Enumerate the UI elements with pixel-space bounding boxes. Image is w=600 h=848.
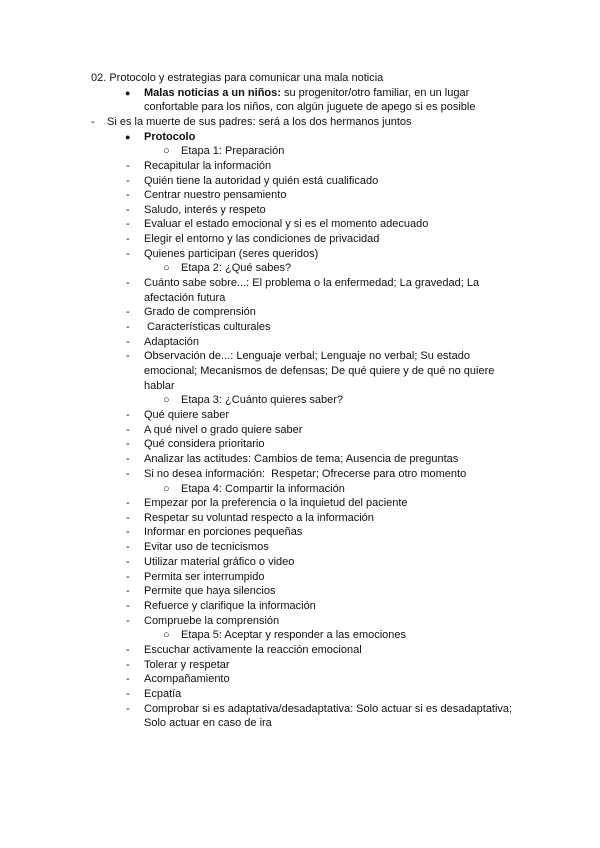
- dash-bullet: -: [126, 541, 130, 553]
- dash-bullet: -: [91, 116, 95, 128]
- etapa-2-heading: Etapa 2: ¿Qué sabes?: [181, 262, 292, 274]
- dash-bullet: -: [126, 644, 130, 656]
- list-item: Evaluar el estado emocional y si es el momento adecuado: [144, 218, 429, 230]
- list-item: Grado de comprensión: [144, 306, 256, 318]
- dash-bullet: -: [126, 556, 130, 568]
- list-item: Recapitular la información: [144, 160, 272, 172]
- list-item-continuation: emocional; Mecanismos de defensas; De qué quiere y de qué no quiere: [144, 365, 495, 377]
- list-item: A qué nivel o grado quiere saber: [144, 424, 303, 436]
- dash-bullet: -: [126, 468, 130, 480]
- dash-bullet: -: [126, 600, 130, 612]
- list-item: Saludo, interés y respeto: [144, 204, 266, 216]
- list-item: Acompañamiento: [144, 673, 230, 685]
- list-item: Respetar su voluntad respecto a la información: [144, 512, 374, 524]
- circle-bullet: ○: [163, 262, 170, 274]
- dash-bullet: -: [126, 424, 130, 436]
- list-item: Escuchar activamente la reacción emocional: [144, 644, 362, 656]
- circle-bullet: ○: [163, 629, 170, 641]
- list-item: Permita ser interrumpido: [144, 571, 265, 583]
- dash-bullet: -: [126, 409, 130, 421]
- list-item: Permite que haya silencios: [144, 585, 276, 597]
- list-item: Utilizar material gráfico o video: [144, 556, 295, 568]
- dash-bullet: -: [126, 218, 130, 230]
- list-item: Evitar uso de tecnicismos: [144, 541, 269, 553]
- protocolo-heading: Protocolo: [144, 131, 196, 143]
- list-item-continuation: afectación futura: [144, 292, 226, 304]
- list-item: Observación de...: Lenguaje verbal; Lenguaje no verbal; Su estado: [144, 350, 470, 362]
- list-item: Quienes participan (seres queridos): [144, 248, 319, 260]
- etapa-4-heading: Etapa 4: Compartir la información: [181, 483, 345, 495]
- dash-bullet: -: [126, 453, 130, 465]
- list-item: Refuerce y clarifique la información: [144, 600, 316, 612]
- list-item: Empezar por la preferencia o la inquietud del paciente: [144, 497, 408, 509]
- list-item: Compruebe la comprensión: [144, 615, 280, 627]
- dash-bullet: -: [126, 175, 130, 187]
- dash-bullet: -: [126, 189, 130, 201]
- list-item: Comprobar si es adaptativa/desadaptativa: Solo actuar si es desadaptativa;: [144, 703, 513, 715]
- list-item: Centrar nuestro pensamiento: [144, 189, 287, 201]
- list-item: Si no desea información: Respetar; Ofrecerse para otro momento: [144, 468, 467, 480]
- dash-bullet: -: [126, 585, 130, 597]
- dash-bullet: -: [126, 321, 130, 333]
- list-item: Elegir el entorno y las condiciones de privacidad: [144, 233, 380, 245]
- padres-line: Si es la muerte de sus padres: será a los dos hermanos juntos: [107, 116, 412, 128]
- etapa-5-heading: Etapa 5: Aceptar y responder a las emociones: [181, 629, 407, 641]
- etapa-1-heading: Etapa 1: Preparación: [181, 145, 285, 157]
- dash-bullet: -: [126, 350, 130, 362]
- list-item-continuation: hablar: [144, 380, 175, 392]
- dash-bullet: -: [126, 248, 130, 260]
- list-item: Analizar las actitudes: Cambios de tema; Ausencia de preguntas: [144, 453, 459, 465]
- dash-bullet: -: [126, 204, 130, 216]
- dash-bullet: -: [126, 571, 130, 583]
- dash-bullet: -: [126, 277, 130, 289]
- bullet-dot: ●: [125, 88, 131, 98]
- dash-bullet: -: [126, 160, 130, 172]
- dash-bullet: -: [126, 688, 130, 700]
- dash-bullet: -: [126, 673, 130, 685]
- list-item-continuation: Solo actuar en caso de ira: [144, 717, 272, 729]
- circle-bullet: ○: [163, 483, 170, 495]
- dash-bullet: -: [126, 438, 130, 450]
- malas-noticias-text: su progenitor/otro familiar, en un lugar: [280, 87, 470, 99]
- dash-bullet: -: [126, 497, 130, 509]
- list-item: Informar en porciones pequeñas: [144, 526, 303, 538]
- dash-bullet: -: [126, 615, 130, 627]
- circle-bullet: ○: [163, 394, 170, 406]
- malas-noticias-continuation: confortable para los niños, con algún juguete de apego si es posible: [144, 101, 476, 113]
- list-item: Características culturales: [144, 321, 271, 333]
- list-item: Qué quiere saber: [144, 409, 229, 421]
- malas-noticias-line: [144, 86, 469, 100]
- bullet-dot: ●: [125, 132, 131, 142]
- list-item: Adaptación: [144, 336, 200, 348]
- list-item: Quién tiene la autoridad y quién está cualificado: [144, 175, 379, 187]
- dash-bullet: -: [126, 703, 130, 715]
- list-item: Cuánto sabe sobre...: El problema o la enfermedad; La gravedad; La: [144, 277, 480, 289]
- circle-bullet: ○: [163, 145, 170, 157]
- list-item: Ecpatía: [144, 688, 182, 700]
- dash-bullet: -: [126, 512, 130, 524]
- document-title: 02. Protocolo y estrategias para comunicar una mala noticia: [91, 72, 384, 84]
- malas-noticias-heading: Malas noticias a un niños:: [144, 87, 281, 99]
- dash-bullet: -: [126, 306, 130, 318]
- dash-bullet: -: [126, 659, 130, 671]
- list-item: Qué considera prioritario: [144, 438, 265, 450]
- dash-bullet: -: [126, 336, 130, 348]
- etapa-3-heading: Etapa 3: ¿Cuánto quieres saber?: [181, 394, 344, 406]
- dash-bullet: -: [126, 526, 130, 538]
- list-item: Tolerar y respetar: [144, 659, 230, 671]
- dash-bullet: -: [126, 233, 130, 245]
